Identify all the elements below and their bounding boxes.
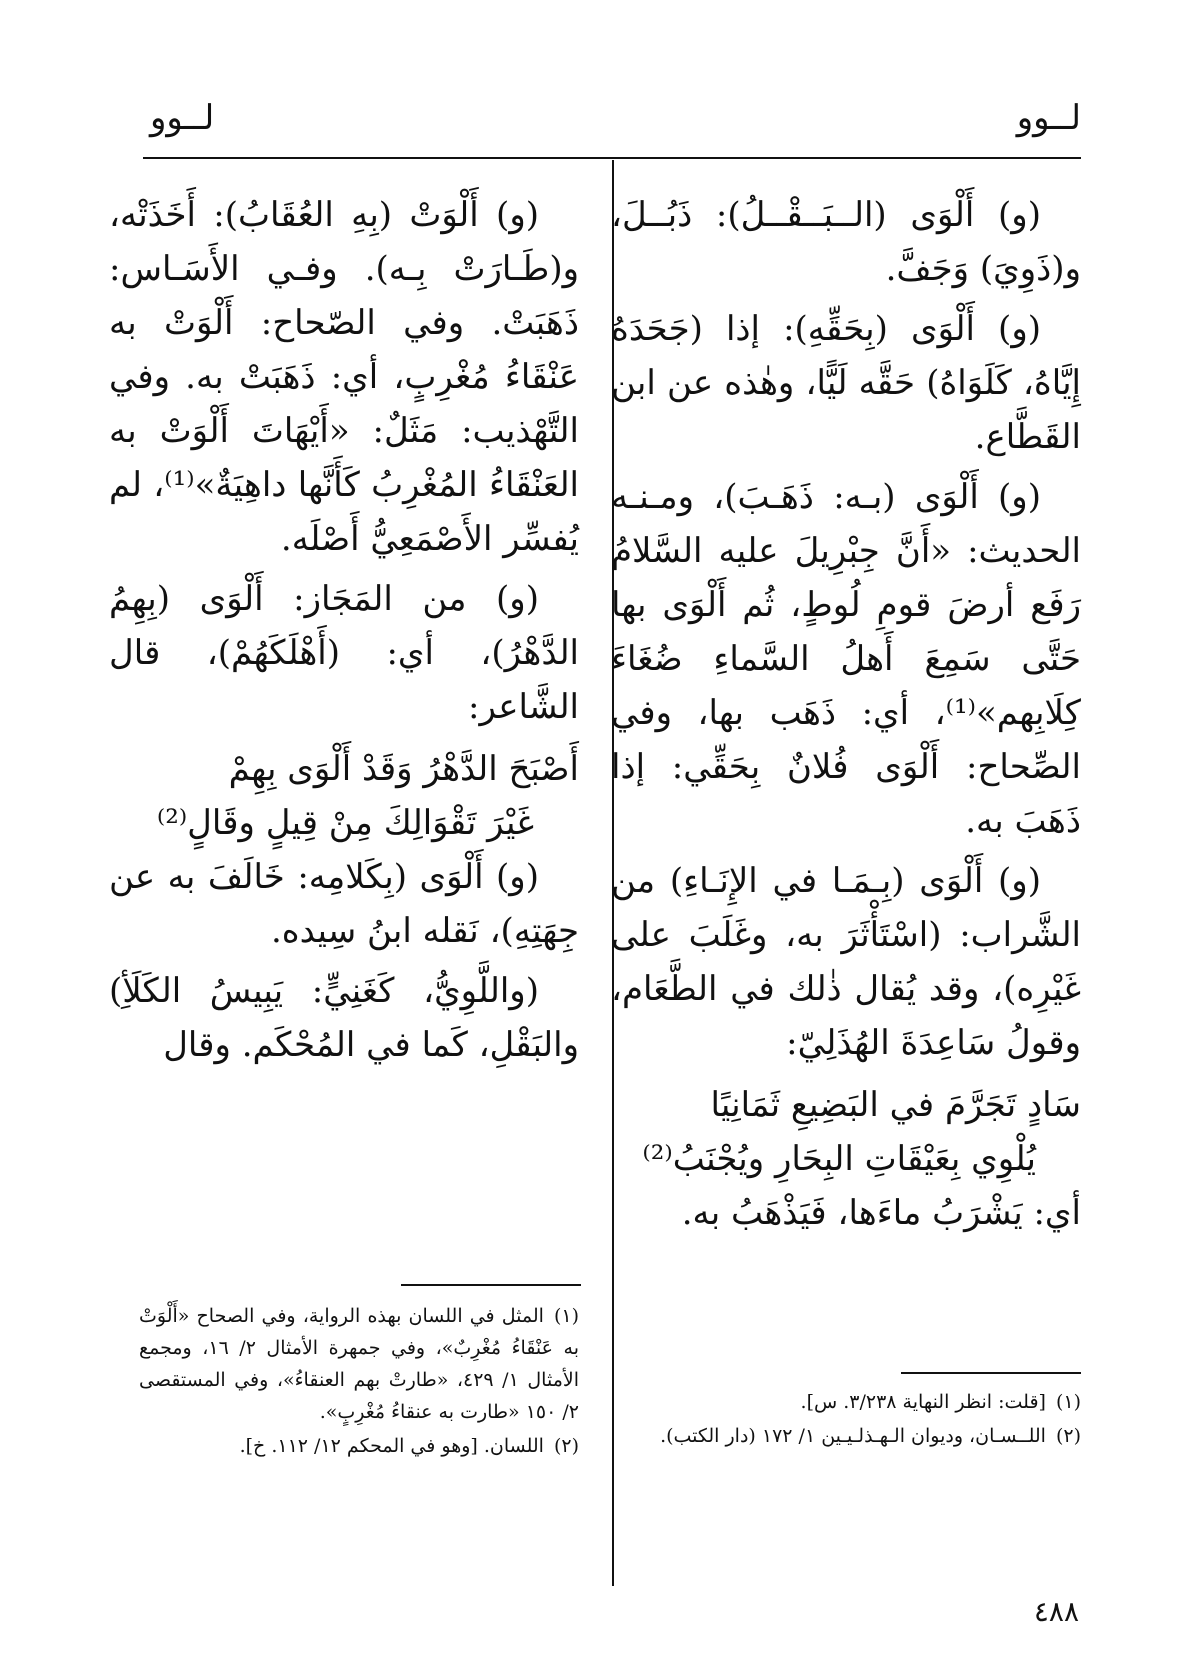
verse-first-hemistich: أَصْبَحَ الدَّهْرُ وَقَدْ أَلْوَى بِهِمْ [228, 749, 579, 789]
right-column [611, 188, 1081, 1246]
paragraph: (و) أَلْوَى (بِحَقِّهِ): إذا (جَحَدَهُ إِيَّاهُ، كَلَوَاهُ) حَقَّه لَيًّا، وهٰذه عن ابن القَطَّاع. [611, 309, 1081, 457]
paragraph: أي: يَشْرَبُ ماءَها، فَيَذْهَبُ به. [681, 1193, 1081, 1233]
footnote [139, 1430, 579, 1462]
poetry-verse [109, 742, 579, 850]
footnotes-right [641, 1386, 1081, 1454]
running-head-left: لــوو [150, 98, 215, 138]
verse-first-hemistich: سَادٍ تَجَرَّمَ في البَضِيعِ ثَمَانِيًا [710, 1085, 1081, 1125]
paragraph: (و) أَلْوَى (الــبَــقْــلُ): ذَبُــلَ، و(ذَوِيَ) وَجَفَّ. [611, 195, 1081, 289]
footnotes-left [139, 1300, 579, 1464]
footnote-number: (٢) [553, 1435, 579, 1457]
paragraph: (و) أَلْوَى (بِـمَـا في الإِنَـاءِ) من الشَّراب: (اسْتَأْثَرَ به، وغَلَبَ على غَيْرِه)، وقد يُقال ذٰلك في الطَّعَام، وقولُ سَاعِدَةَ الهُذَلِيّ: [611, 861, 1081, 1063]
paragraph: (و) أَلْوَتْ (بِهِ العُقَابُ): أَخَذَتْه، و(طَـارَتْ بِـه). وفـي الأَسَـاس: ذَهَبَتْ. وفي الصّحاح: أَلْوَتْ به عَنْقَاءُ مُغْرِبٍ، أي: ذَهَبَتْ به. وفي التَّهْذيب: مَثَلٌ: «أَيْهَاتَ أَلْوَتْ به العَنْقَاءُ المُغْرِبُ كَأَنَّها داهِيَةٌ»⁽¹⁾، لم يُفسِّر الأَصْمَعِيُّ أَصْلَه. [109, 195, 580, 559]
footnote-text: [قلت: انظر النهاية ٣/٢٣٨. س]. [800, 1391, 1046, 1413]
footnote-number: (٢) [1055, 1425, 1081, 1447]
footnote [641, 1386, 1081, 1418]
header-rule [143, 157, 1081, 159]
verse-second-hemistich: غَيْرَ تَقْوَالِكَ مِنْ قِيلٍ وقَالٍ⁽²⁾ [156, 803, 534, 843]
footnote-rule [901, 1372, 1081, 1374]
verse-second-hemistich: يُلْوِي بِعَيْقَاتِ البِحَارِ ويُجْنَبُ⁽²⁾ [642, 1139, 1036, 1179]
footnote-text: اللــسـان، وديوان الـهـذلـيـين ١/ ١٧٢ (دار الكتب). [660, 1425, 1046, 1447]
footnote-text: اللسان. [وهو في المحكم ١٢/ ١١٢. خ]. [239, 1435, 544, 1457]
page-number: ٤٨٨ [1033, 1595, 1079, 1628]
footnote [641, 1420, 1081, 1452]
paragraph: (و) من المَجَاز: أَلْوَى (بِهِمُ الدَّهْرُ)، أي: (أَهْلَكَهُمْ)، قال الشَّاعر: [109, 579, 579, 727]
left-column [109, 188, 579, 1078]
footnote-number: (١) [553, 1305, 579, 1327]
paragraph: (واللَّوِيُّ، كَغَنِيٍّ: يَبِيسُ الكَلَأِ) والبَقْلِ، كَما في المُحْكَم. وقال [109, 971, 579, 1065]
running-head-right: لــوو [1016, 98, 1081, 138]
footnote-rule [401, 1284, 581, 1286]
paragraph: (و) أَلْوَى (بِكَلامِه: خَالَفَ به عن جِهَتِهِ)، نَقله ابنُ سِيده. [109, 857, 579, 951]
footnote-text: المثل في اللسان بهذه الرواية، وفي الصحاح «أَلْوَتْ به عَنْقَاءُ مُغْرِبٌ»، وفي جمهرة الأمثال ٢/ ١٦، ومجمع الأمثال ١/ ٤٢٩، «طارتْ بهم العنقاءُ»، وفي المستقصى ٢/ ١٥٠ «طارت به عنقاءُ مُغْرِبٍ». [139, 1305, 579, 1423]
poetry-verse [611, 1078, 1081, 1186]
footnote [139, 1300, 579, 1428]
paragraph: (و) أَلْوَى (بـه: ذَهَـبَ)، ومـنـه الحديث: «أَنَّ جِبْرِيلَ عليه السَّلامُ رَفَع أرضَ قومِ لُوطٍ، ثُم أَلْوَى بها حَتَّى سَمِعَ أَهلُ السَّماءِ ضُغَاءَ كِلَابِهم»⁽¹⁾، أي: ذَهَب بها، وفي الصِّحاح: أَلْوَى فُلانٌ بِحَقِّي: إذا ذَهَبَ به. [611, 477, 1081, 841]
footnote-number: (١) [1055, 1391, 1081, 1413]
